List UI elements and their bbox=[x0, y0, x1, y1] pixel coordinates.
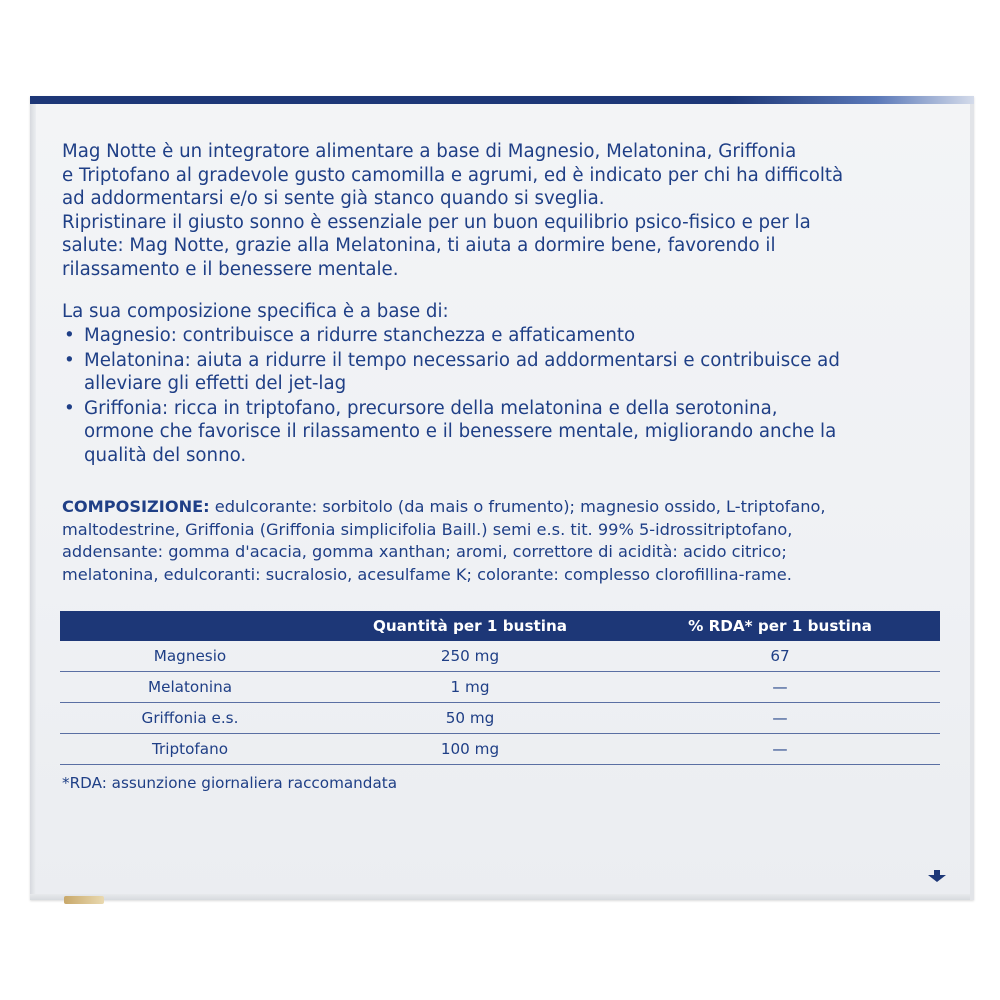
composition-line: addensante: gomma d'acacia, gomma xanthan; aromi, correttore di acidità: acido citrico; bbox=[62, 542, 787, 562]
list-item-text: Griffonia: ricca in triptofano, precursore della melatonina e della serotonina, bbox=[84, 397, 778, 419]
table-header-row bbox=[60, 611, 940, 641]
intro-line: Ripristinare il giusto sonno è essenziale per un buon equilibrio psico-fisico e per la bbox=[62, 211, 811, 233]
bullet-icon: • bbox=[64, 349, 75, 371]
table-row bbox=[60, 734, 940, 765]
table-row bbox=[60, 703, 940, 734]
package-panel bbox=[30, 96, 974, 900]
cell-name: Melatonina bbox=[60, 672, 320, 703]
intro-line: Mag Notte è un integratore alimentare a base di Magnesio, Melatonina, Griffonia bbox=[62, 141, 797, 162]
cell-quantity: 100 mg bbox=[320, 734, 620, 765]
intro-line: ad addormentarsi e/o si sente già stanco quando si sveglia. bbox=[62, 188, 605, 209]
composition-paragraph bbox=[62, 496, 952, 586]
cell-name: Magnesio bbox=[60, 641, 320, 672]
composition-line: maltodestrine, Griffonia (Griffonia simplicifolia Baill.) semi e.s. tit. 99% 5-idrossitriptofano, bbox=[62, 519, 793, 539]
top-band bbox=[730, 96, 974, 104]
cell-rda: — bbox=[620, 734, 940, 765]
cell-rda: — bbox=[620, 703, 940, 734]
composition-lead: La sua composizione specifica è a base di: bbox=[62, 301, 449, 322]
header-cell-quantity: Quantità per 1 bustina bbox=[320, 611, 620, 641]
list-item-text: alleviare gli effetti del jet-lag bbox=[84, 373, 347, 394]
list-item bbox=[62, 349, 952, 396]
cell-rda: 67 bbox=[620, 641, 940, 672]
header-cell-name bbox=[60, 611, 320, 641]
cell-name: Griffonia e.s. bbox=[60, 703, 320, 734]
panel-bottom-edge bbox=[30, 894, 970, 900]
intro-paragraph bbox=[62, 140, 942, 281]
cell-quantity: 50 mg bbox=[320, 703, 620, 734]
arrow-down-icon bbox=[928, 870, 946, 882]
bullet-icon: • bbox=[64, 397, 75, 419]
list-item-text: Melatonina: aiuta a ridurre il tempo necessario ad addormentarsi e contribuisce ad bbox=[84, 349, 840, 371]
intro-line: salute: Mag Notte, grazie alla Melatonina, ti aiuta a dormire bene, favorendo il bbox=[62, 235, 776, 256]
composition-line: edulcorante: sorbitolo (da mais o frumento); magnesio ossido, L-triptofano, bbox=[209, 497, 826, 516]
nutrition-table bbox=[60, 611, 940, 765]
panel-left-edge bbox=[30, 104, 36, 900]
intro-line: rilassamento e il benessere mentale. bbox=[62, 258, 399, 280]
bullet-icon: • bbox=[64, 325, 75, 346]
composition-line: melatonina, edulcoranti: sucralosio, acesulfame K; colorante: complesso clorofillina-rame. bbox=[62, 564, 792, 584]
list-item-text: Magnesio: contribuisce a ridurre stanchezza e affaticamento bbox=[84, 325, 636, 346]
header-cell-rda: % RDA* per 1 bustina bbox=[620, 611, 940, 641]
list-item-text: qualità del sonno. bbox=[84, 444, 247, 466]
footnote: *RDA: assunzione giornaliera raccomandata bbox=[62, 774, 398, 792]
cell-quantity: 250 mg bbox=[320, 641, 620, 672]
intro-line: e Triptofano al gradevole gusto camomilla e agrumi, ed è indicato per chi ha difficoltà bbox=[62, 164, 844, 186]
panel-flap bbox=[64, 896, 104, 904]
composition-label: COMPOSIZIONE: bbox=[62, 497, 210, 516]
table-row bbox=[60, 672, 940, 703]
list-item bbox=[62, 397, 952, 468]
cell-rda: — bbox=[620, 672, 940, 703]
table-row bbox=[60, 641, 940, 672]
cell-name: Triptofano bbox=[60, 734, 320, 765]
list-item-text: ormone che favorisce il rilassamento e il benessere mentale, migliorando anche la bbox=[84, 421, 837, 442]
ingredient-list bbox=[62, 324, 952, 468]
cell-quantity: 1 mg bbox=[320, 672, 620, 703]
list-item bbox=[62, 324, 952, 348]
